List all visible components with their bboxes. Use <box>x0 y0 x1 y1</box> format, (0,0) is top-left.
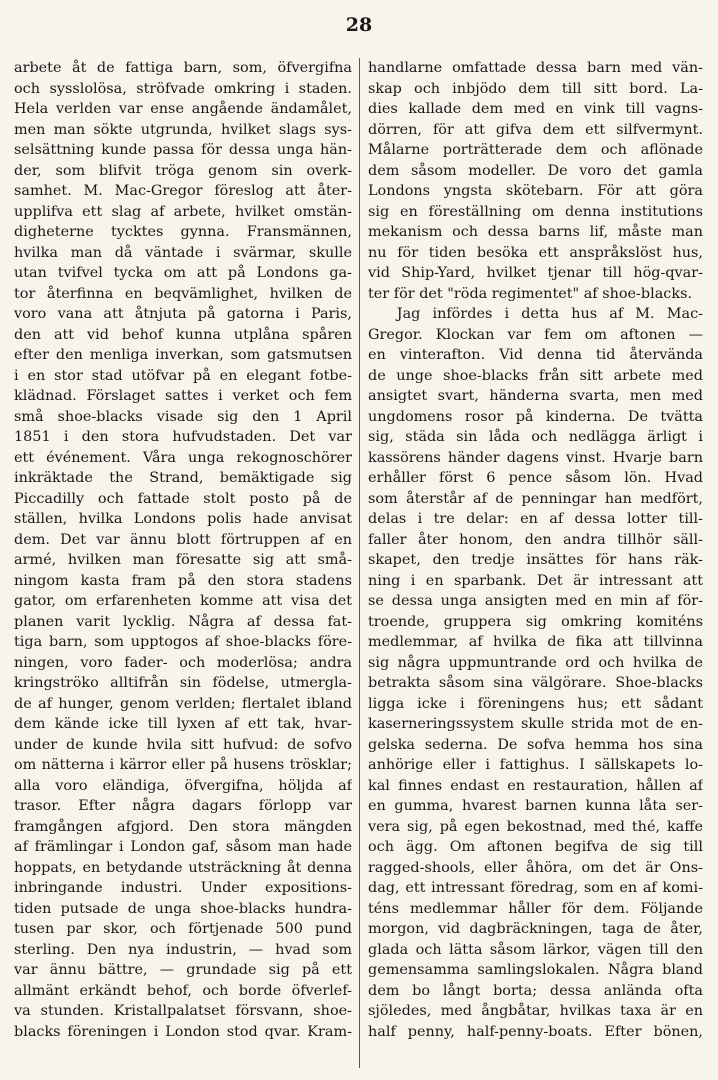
text-line: framgången afgjord. Den stora mängden <box>14 818 352 835</box>
text-line: nu för tiden besöka ett anspråkslöst hus, <box>368 244 703 261</box>
text-line: vid Ship-Yard, hvilket tjenar till hög-qvar- <box>368 265 703 281</box>
text-line: Londons yngsta skötebarn. För att göra <box>368 183 703 199</box>
text-line: ningom kasta fram på den stora stadens <box>14 572 352 589</box>
text-line: glada och lätta såsom lärkor, vägen till den <box>368 941 703 958</box>
text-line: var ännu bättre, — grundade sig på ett <box>14 962 352 978</box>
text-line: om nätterna i kärror eller på husens trösklar; <box>14 757 352 773</box>
text-line: klädnad. Förslaget sattes i verket och fem <box>14 388 352 404</box>
text-line: allmänt erkändt behof, och borde öfverlef- <box>14 982 352 999</box>
text-line: vera sig, på egen bekostnad, med thé, kaffe <box>368 818 703 835</box>
text-line: som återstår af de penningar han medfört, <box>368 490 703 507</box>
text-line: armé, hvilken man föresatte sig att små- <box>14 552 352 568</box>
text-line: Hela verlden var ense angående ändamålet, <box>14 101 352 117</box>
text-line: faller åter honom, den andra tillhör säll- <box>368 531 703 548</box>
text-line: ansigtet svart, händerna svarta, men med <box>368 388 703 404</box>
text-line: under de kunde hvila sitt hufvud: de sofvo <box>14 736 352 753</box>
text-line: morgon, vid dagbräckningen, taga de åter, <box>368 921 703 937</box>
text-line: handlarne omfattade dessa barn med vän- <box>368 60 703 76</box>
text-line: dörren, för att gifva dem ett silfvermynt. <box>368 121 703 138</box>
text-line: ungdomens rosor på kinderna. De tvätta <box>368 408 703 425</box>
text-line: digheterne tycktes gynna. Fransmännen, <box>14 224 352 240</box>
text-line: ställen, hvilka Londons polis hade anvisat <box>14 511 352 527</box>
text-line: en vinterafton. Vid denna tid återvända <box>368 347 703 363</box>
text-line: dies kallade dem med en vink till vagns- <box>368 101 703 117</box>
text-line: delas i tre delar: en af dessa lotter till- <box>368 511 703 527</box>
text-line: men man sökte utgrunda, hvilket slags sys- <box>14 121 352 138</box>
text-line: arbete åt de fattiga barn, som, öfvergifna <box>14 60 352 76</box>
text-line: Jag infördes i detta hus af M. Mac- <box>396 306 703 322</box>
text-line: troende, gruppera sig omkring komiténs <box>368 613 703 630</box>
text-line: sig, städa sin låda och nedlägga ärligt i <box>368 429 703 445</box>
text-line: skap och inbjödo dem till sitt bord. La- <box>368 80 703 97</box>
text-line: sig några uppmuntrande ord och hvilka de <box>368 654 703 671</box>
text-line: i en stor stad utöfvar på en elegant fotbe- <box>14 367 352 384</box>
text-line: ett événement. Våra unga rekognoschörer <box>14 449 352 466</box>
text-line: och ägg. Om aftonen begifva de sig till <box>368 839 703 855</box>
text-line: half penny, half-penny-boats. Efter bönen, <box>368 1023 703 1040</box>
column-divider <box>359 58 360 1068</box>
text-line: se dessa unga ansigten med en min af för- <box>368 593 703 609</box>
text-line: de af hunger, genom verlden; flertalet ibland <box>14 695 352 712</box>
text-line: inbringande industri. Under expositions- <box>14 880 352 896</box>
text-line: tiden putsade de unga shoe-blacks hundra- <box>14 900 352 917</box>
text-line: utan tvifvel tycka om att på Londons ga- <box>14 265 352 281</box>
text-line: dem bo långt borta; dessa anlända ofta <box>368 982 703 999</box>
text-line: sjöledes, med ångbåtar, hvilkas taxa är en <box>368 1003 703 1019</box>
text-line: betrakta såsom sina välgörare. Shoe-blacks <box>368 675 703 691</box>
text-line: ningen, voro fader- och moderlösa; andra <box>14 654 352 671</box>
text-line: mekanism och dessa barns lif, måste man <box>368 224 703 240</box>
text-line: hoppats, en betydande utsträckning åt denna <box>14 859 352 876</box>
text-line: dem såsom modeller. De voro det gamla <box>368 162 703 179</box>
text-line: anhörige eller i fattighus. I sällskapets lo- <box>368 757 703 773</box>
text-line: sterling. Den nya industrin, — hvad som <box>14 941 352 958</box>
text-line: Gregor. Klockan var fem om aftonen — <box>368 326 703 343</box>
text-line: trasor. Efter några dagars förlopp var <box>14 798 352 814</box>
text-line: tusen par skor, och förtjenade 500 pund <box>14 921 352 937</box>
text-line: medlemmar, af hvilka de fika att tillvinna <box>368 634 703 650</box>
text-line: ragged-shools, eller åhöra, om det är Ons- <box>368 859 703 876</box>
text-line: kassörens händer dagens vinst. Hvarje barn <box>368 449 703 466</box>
text-line: den att vid behof kunna utplåna spåren <box>14 326 352 343</box>
left-text-column <box>14 58 352 1042</box>
text-line: sig en föreställning om denna institutions <box>368 203 703 220</box>
text-line: gemensamma samlingslokalen. Några bland <box>368 962 703 978</box>
text-line: gelska sederna. De sofva hemma hos sina <box>368 736 703 753</box>
text-line: voro vana att åtnjuta på gatorna i Paris, <box>14 306 352 322</box>
text-line: de unge shoe-blacks från sitt arbete med <box>368 367 703 384</box>
page-number: 28 <box>345 14 373 36</box>
text-line: dag, ett intressant föredrag, som en af komi- <box>368 880 703 896</box>
text-line: tiga barn, som upptogos af shoe-blacks före- <box>14 634 352 650</box>
text-line: skapet, den tredje insättes för hans räk- <box>368 552 703 568</box>
text-line: ning i en sparbank. Det är intressant att <box>368 572 703 589</box>
text-line: kal finnes endast en restauration, hållen af <box>368 777 703 794</box>
text-line: 1851 i den stora hufvudstaden. Det var <box>14 429 352 445</box>
text-line: och sysslolösa, ströfvade omkring i staden. <box>14 80 352 97</box>
text-line: en gumma, hvarest barnen kunna låta ser- <box>368 798 703 814</box>
text-line: tor återfinna en beqvämlighet, hvilken de <box>14 285 352 302</box>
text-line: kringströko alltifrån sin födelse, utmergla- <box>14 675 352 691</box>
text-line: Piccadilly och fattade stolt posto på de <box>14 490 352 507</box>
text-line: téns medlemmar håller för dem. Följande <box>368 900 703 917</box>
text-line: gator, om erfarenheten komme att visa det <box>14 593 352 609</box>
text-line: dem. Det var ännu blott förtruppen af en <box>14 531 352 548</box>
text-line: ligga icke i föreningens hus; ett sådant <box>368 695 703 712</box>
text-line: erhåller först 6 pence såsom lön. Hvad <box>368 470 703 486</box>
text-line: der, som blifvit tröga genom sin overk- <box>14 162 352 179</box>
text-line: efter den menliga inverkan, som gatsmutsen <box>14 347 352 363</box>
text-line: blacks föreningen i London stod qvar. Kram- <box>14 1023 352 1040</box>
right-text-column <box>368 58 703 1042</box>
text-line: va stunden. Kristallpalatset försvann, shoe- <box>14 1003 352 1019</box>
text-line: Målarne porträtterade dem och aflönade <box>368 142 703 158</box>
text-line: ter för det "röda regimentet" af shoe-blacks. <box>368 285 693 302</box>
text-line: hvilka man då väntade i svärmar, skulle <box>14 244 352 261</box>
text-line: selsättning kunde passa för dessa unga hän- <box>14 142 352 158</box>
text-line: samhet. M. Mac-Gregor föreslog att åter- <box>14 183 352 199</box>
text-line: upplifva ett slag af arbete, hvilket omstän- <box>14 203 352 220</box>
text-line: planen varit lycklig. Några af dessa fat- <box>14 613 352 630</box>
text-line: små shoe-blacks visade sig den 1 April <box>14 408 352 425</box>
text-line: alla voro eländiga, öfvergifna, höljda af <box>14 777 352 794</box>
text-line: inkräktade the Strand, bemäktigade sig <box>14 470 352 486</box>
text-line: dem kände icke till lyxen af ett tak, hvar- <box>14 716 352 732</box>
text-line: kaserneringssystem skulle strida mot de en- <box>368 716 703 732</box>
text-line: af främlingar i London gaf, såsom man hade <box>14 839 352 855</box>
